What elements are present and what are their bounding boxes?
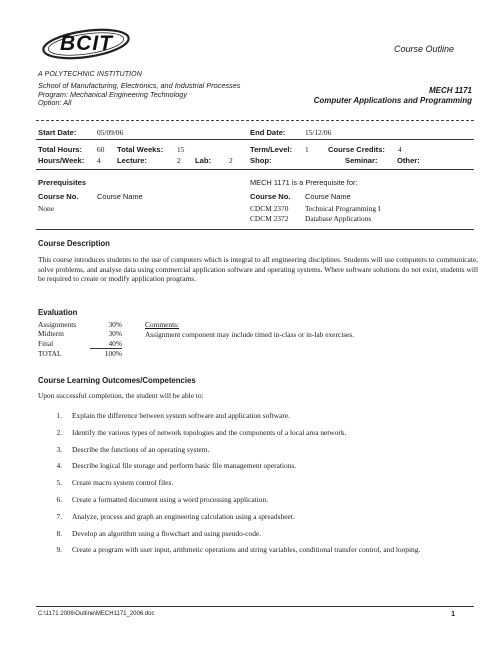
item-text: Describe logical file storage and perform basic file management operations.: [72, 461, 297, 471]
lecture-label: Lecture:: [117, 156, 147, 165]
course-title: Computer Applications and Programming: [313, 96, 472, 105]
divider: [36, 169, 474, 170]
evaluation-heading: Evaluation: [38, 308, 78, 317]
total-weeks-label: Total Weeks:: [117, 145, 164, 154]
prereq-for-course-no: CDCM 2372: [250, 214, 289, 223]
eval-item: Assignments: [38, 320, 77, 329]
outcomes-heading: Course Learning Outcomes/Competencies: [38, 376, 196, 385]
list-item: [38, 478, 478, 487]
prereq-col-no: Course No.: [38, 192, 79, 201]
divider: [36, 229, 474, 230]
list-item: [38, 512, 478, 521]
school-name: School of Manufacturing, Electronics, and Industrial Processes: [38, 81, 241, 90]
total-hours-value: 60: [97, 145, 105, 154]
item-text: Describe the functions of an operating system.: [72, 444, 210, 454]
start-date-label: Start Date:: [38, 128, 77, 137]
shop-label: Shop:: [250, 156, 272, 165]
list-item: [38, 495, 478, 504]
item-text: Create macro system control files.: [72, 478, 174, 488]
table-row: [38, 329, 122, 338]
school-block: [38, 82, 240, 108]
eval-item: TOTAL: [38, 348, 62, 358]
lab-value: 2: [229, 156, 233, 165]
item-text: Create a formatted document using a word processing application.: [72, 494, 268, 504]
hours-week-label: Hours/Week:: [38, 156, 85, 165]
course-code: MECH 1171: [429, 86, 472, 95]
prereq-for-heading: MECH 1171 is a Prerequisite for:: [250, 178, 358, 187]
end-date-label: End Date:: [250, 128, 286, 137]
item-number: 6.: [56, 494, 62, 504]
total-hours-label: Total Hours:: [38, 145, 83, 154]
eval-pct: 30%: [108, 320, 122, 329]
list-item: [38, 461, 478, 470]
other-label: Other:: [397, 156, 420, 165]
item-number: 2.: [56, 427, 62, 437]
list-item: [38, 545, 478, 554]
logo-text: BCIT: [60, 32, 113, 55]
divider: [36, 120, 474, 121]
course-id-block: [314, 86, 472, 106]
start-date-value: 05/09/06: [97, 128, 124, 137]
list-item: [38, 411, 478, 420]
comments-label: Comments:: [145, 320, 180, 329]
page-number: 1: [451, 611, 455, 618]
eval-pct: 40%: [108, 338, 122, 348]
item-number: 3.: [56, 444, 62, 454]
lab-label: Lab:: [195, 156, 212, 165]
outcomes-list: [38, 411, 478, 562]
table-row: [38, 349, 122, 359]
item-text: Create a program with user input, arithmetic operations and string variables, conditional transfer control, and looping.: [72, 545, 421, 555]
seminar-label: Seminar:: [345, 156, 378, 165]
outcomes-intro: Upon successful completion, the student will be able to:: [38, 391, 204, 400]
option-name: Option: All: [38, 98, 72, 108]
prerequisites-heading: Prerequisites: [38, 178, 87, 187]
eval-pct: 30%: [108, 329, 122, 339]
item-text: Identify the various types of network topologies and the components of a local area network.: [72, 427, 347, 437]
document-type: Course Outline: [393, 44, 454, 54]
term-level-label: Term/Level:: [250, 145, 293, 154]
footer-file-path: C:\1171 2006\Outline\MECH1171_2006.doc: [38, 611, 155, 617]
eval-pct: 100%: [90, 349, 122, 359]
course-credits-label: Course Credits:: [328, 145, 385, 154]
item-number: 9.: [56, 545, 62, 555]
table-row: [38, 339, 122, 349]
list-item: [38, 529, 478, 538]
list-item: [38, 445, 478, 454]
term-level-value: 1: [305, 145, 309, 154]
divider: [36, 139, 474, 140]
prereq-none: None: [38, 204, 55, 213]
tagline: A POLYTECHNIC INSTITUTION: [38, 71, 142, 78]
table-row: [38, 320, 122, 329]
item-number: 8.: [56, 528, 62, 538]
bcit-logo: [40, 26, 132, 62]
comments-text: Assignment component may include timed in-class or in-lab exercises.: [145, 330, 355, 339]
description-heading: Course Description: [38, 239, 110, 248]
item-text: Develop an algorithm using a flowchart and using pseudo-code.: [72, 528, 262, 538]
footer-divider: [36, 606, 474, 607]
evaluation-table: [38, 320, 122, 359]
item-number: 7.: [56, 511, 62, 521]
prereq-for-course-no: CDCM 2370: [250, 204, 289, 213]
lecture-value: 2: [177, 156, 181, 165]
prereq-col-name: Course Name: [97, 192, 143, 201]
eval-item: Final: [38, 338, 54, 348]
item-number: 5.: [56, 478, 62, 488]
item-text: Analyze, process and graph an engineering calculation using a spreadsheet.: [72, 511, 295, 521]
description-text: This course introduces students to the use of computers which is integral to all engineering disciplines. Students will use computers to communicate, solve problems, and analyse data using commercial application software and operating systems. Where software solutions do not exist, students will be required to create or modify application programs.: [38, 255, 478, 284]
course-credits-value: 4: [398, 145, 402, 154]
item-number: 4.: [56, 461, 62, 471]
total-weeks-value: 15: [177, 145, 185, 154]
prereq-for-course-name: Technical Programming I: [305, 204, 381, 213]
prereq-for-col-no: Course No.: [250, 192, 291, 201]
prereq-for-course-name: Database Applications: [305, 214, 372, 223]
hours-week-value: 4: [97, 156, 101, 165]
end-date-value: 15/12/06: [305, 128, 332, 137]
item-number: 1.: [56, 411, 62, 420]
prereq-for-col-name: Course Name: [305, 192, 351, 201]
item-text: Explain the difference between system software and application software.: [72, 411, 291, 420]
eval-item: Midterm: [38, 329, 64, 339]
list-item: [38, 428, 478, 437]
program-name: Program: Mechanical Engineering Technology: [38, 89, 187, 99]
